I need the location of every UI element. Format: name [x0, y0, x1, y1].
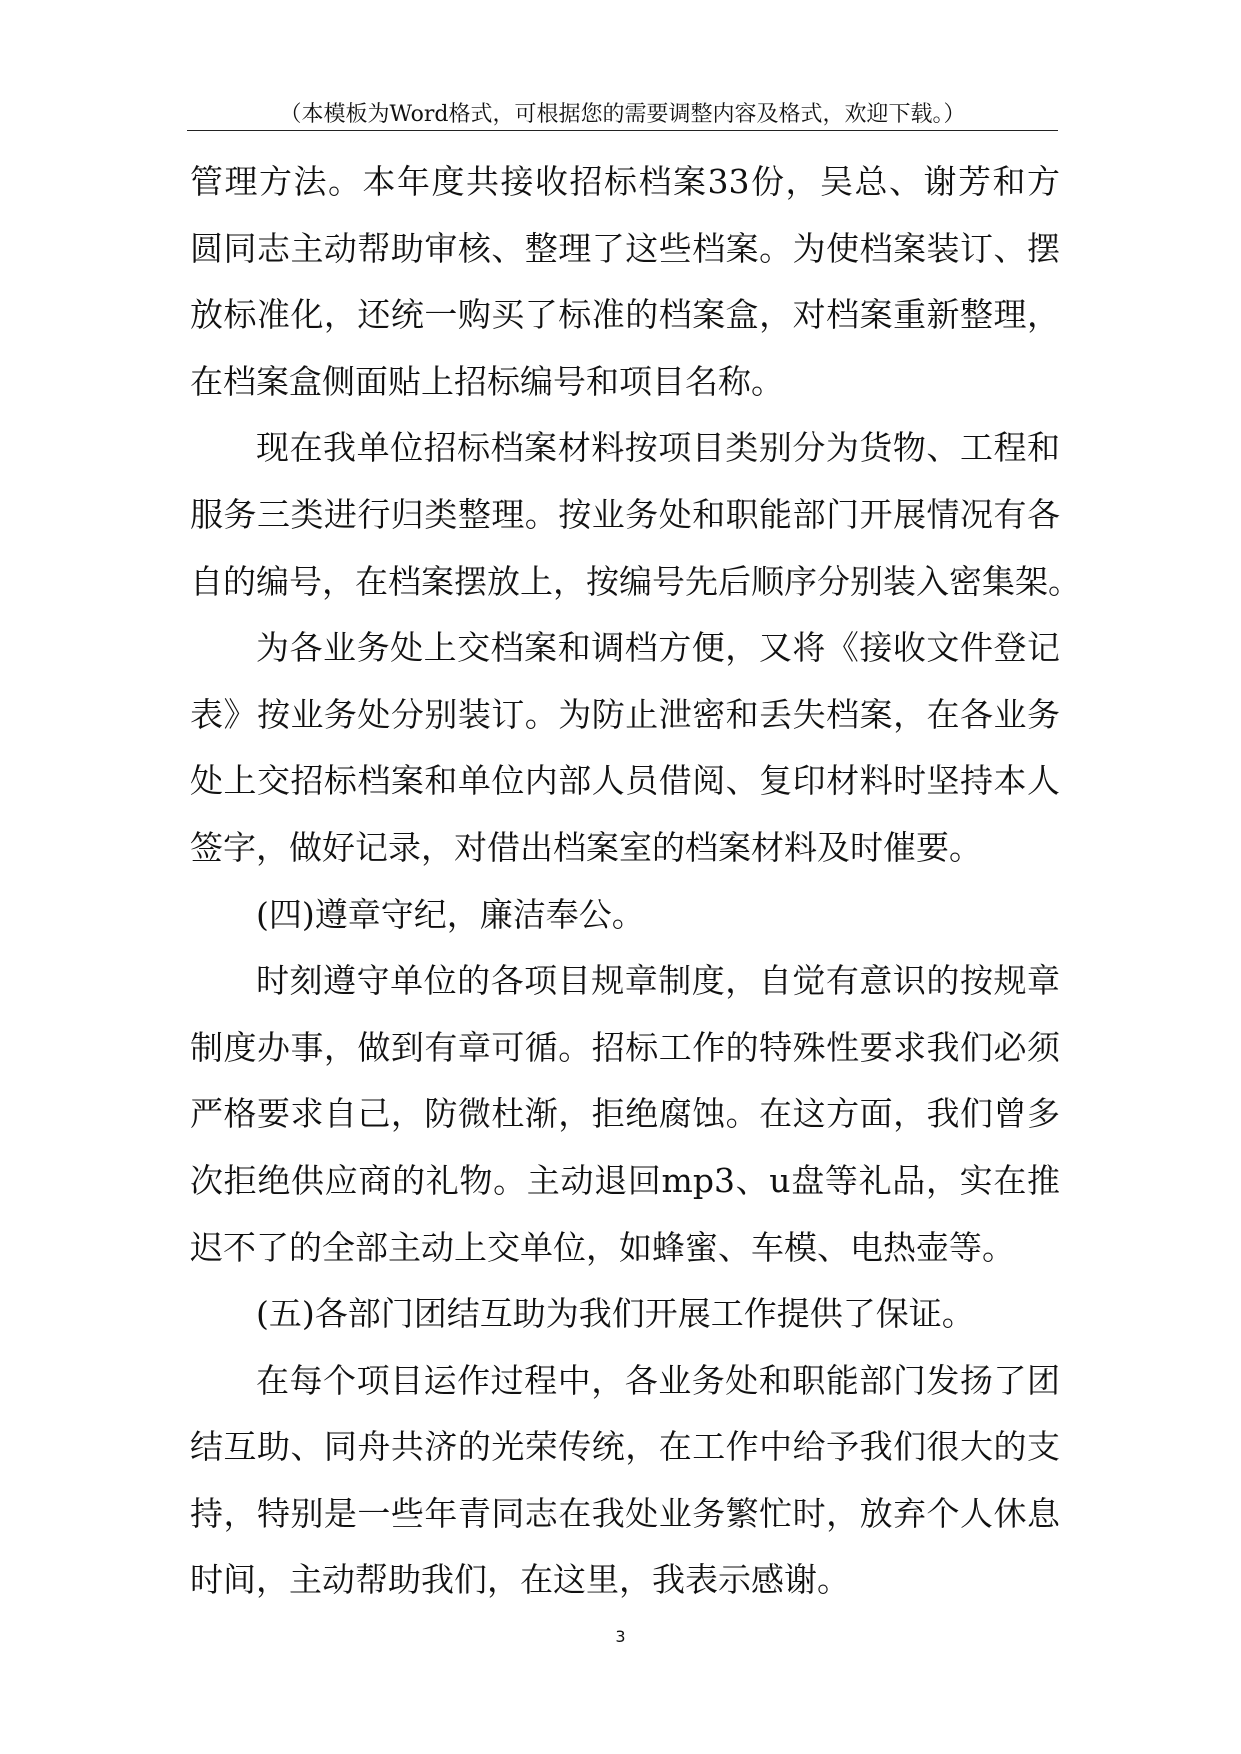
- body-line: 在每个项目运作过程中，各业务处和职能部门发扬了团: [256, 1360, 1060, 1400]
- document-body: [190, 157, 1081, 1622]
- body-line: 制度办事，做到有章可循。招标工作的特殊性要求我们必须: [190, 1027, 1060, 1067]
- body-line: 签字，做好记录，对借出档案室的档案材料及时催要。: [190, 827, 982, 867]
- body-line: 迟不了的全部主动上交单位，如蜂蜜、车模、电热壶等。: [190, 1227, 1015, 1267]
- body-line: 严格要求自己，防微杜渐，拒绝腐蚀。在这方面，我们曾多: [190, 1094, 1060, 1134]
- body-line: 管理方法。本年度共接收招标档案33份，吴总、谢芳和方: [190, 162, 1060, 201]
- page-number: 3: [615, 1627, 626, 1646]
- body-line: 在档案盒侧面贴上招标编号和项目名称。: [190, 361, 784, 401]
- body-line: 次拒绝供应商的礼物。主动退回mp3、u盘等礼品，实在推: [190, 1160, 1060, 1200]
- body-line: 处上交招标档案和单位内部人员借阅、复印材料时坚持本人: [190, 761, 1060, 801]
- body-line: 表》按业务处分别装订。为防止泄密和丢失档案，在各业务: [190, 694, 1060, 734]
- body-line: 圆同志主动帮助审核、整理了这些档案。为使档案装订、摆: [190, 228, 1060, 268]
- body-line: 持，特别是一些年青同志在我处业务繁忙时，放弃个人休息: [190, 1493, 1060, 1533]
- header-divider: [187, 130, 1058, 131]
- body-line: 为各业务处上交档案和调档方便，又将《接收文件登记: [256, 628, 1060, 668]
- body-line: 时间，主动帮助我们，在这里，我表示感谢。: [190, 1560, 850, 1600]
- body-line: 放标准化，还统一购买了标准的档案盒，对档案重新整理，: [190, 295, 1060, 335]
- body-line: 时刻遵守单位的各项目规章制度，自觉有意识的按规章: [256, 961, 1060, 1001]
- section-heading: (四)遵章守纪，廉洁奉公。: [256, 894, 645, 934]
- body-line: 现在我单位招标档案材料按项目类别分为货物、工程和: [256, 428, 1060, 468]
- body-line: 结互助、同舟共济的光荣传统，在工作中给予我们很大的支: [190, 1427, 1060, 1467]
- body-line: 服务三类进行归类整理。按业务处和职能部门开展情况有各: [190, 494, 1060, 534]
- document-header: （本模板为Word格式，可根据您的需要调整内容及格式，欢迎下载。）: [279, 102, 966, 127]
- body-line: 自的编号，在档案摆放上，按编号先后顺序分别装入密集架。: [190, 561, 1081, 601]
- section-heading: (五)各部门团结互助为我们开展工作提供了保证。: [256, 1294, 975, 1334]
